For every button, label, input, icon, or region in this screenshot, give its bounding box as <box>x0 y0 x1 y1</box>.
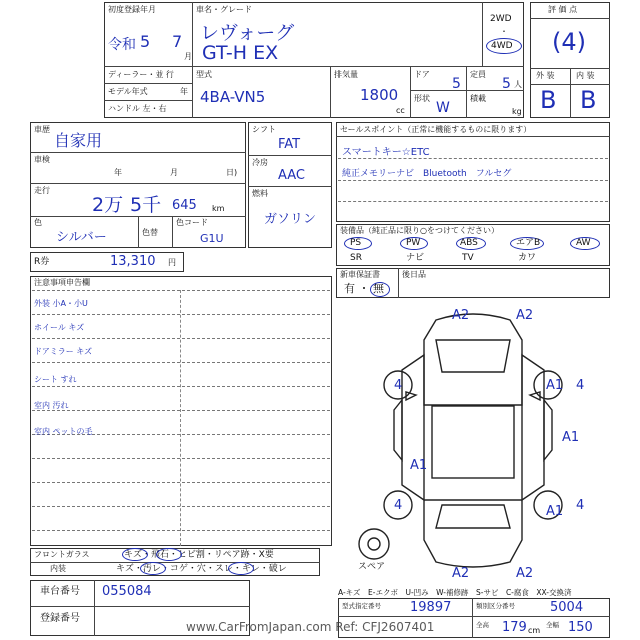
mark-fender-fr: A1 <box>546 378 564 393</box>
capacity-label: 定員 <box>470 70 486 79</box>
inspection-year-unit: 年 <box>114 168 122 177</box>
score-value: (4) <box>552 28 586 56</box>
sales-point-2: 純正メモリーナビ Bluetooth フルセグ <box>342 169 512 179</box>
height-value: 179 <box>502 620 527 635</box>
equip-tv: TV <box>462 253 474 263</box>
width-label: 全幅 <box>546 621 559 629</box>
capacity-unit: 人 <box>514 80 522 89</box>
height-label: 全高 <box>476 621 489 629</box>
mark-door-left: A1 <box>410 458 428 473</box>
recycle-unit: 円 <box>168 258 176 267</box>
mark-front-right: A2 <box>516 308 534 323</box>
note-4: シート すれ <box>34 375 77 384</box>
mileage-sen: 5千 <box>130 194 162 216</box>
mark-door-right: A1 <box>562 430 580 445</box>
approval-number-2: 5004 <box>550 600 584 615</box>
windshield-scratch-circle <box>122 548 148 561</box>
ac-label: 冷房 <box>252 158 268 167</box>
approval-label-2: 類別区分番号 <box>476 602 515 610</box>
door-label: ドア <box>414 70 430 79</box>
registration-era: 令和 <box>108 37 136 53</box>
interior-label: 内 装 <box>576 71 595 80</box>
warranty-circle <box>370 282 390 297</box>
load-unit: kg <box>512 107 522 116</box>
windshield-options: キズ・飛石・ヒビ割・リペア跡・X要 <box>124 550 274 560</box>
equip-sr: SR <box>350 253 362 263</box>
warranty-status: 有 ・ 無 <box>344 282 384 295</box>
notes-label: 注意事項申告欄 <box>34 278 90 287</box>
registration-month: 7 <box>172 32 183 51</box>
score-label: 評 価 点 <box>548 5 578 14</box>
rear-seat-label: 後日品 <box>402 270 426 279</box>
equip-ps: PS <box>350 238 362 248</box>
note-6: 室内 ペットの毛 <box>34 427 93 436</box>
model-label: 型式 <box>196 70 212 79</box>
color-label: 色 <box>34 218 42 227</box>
recycle-label: R券 <box>34 257 50 267</box>
equip-aw: AW <box>576 238 591 248</box>
fuel-label: 燃料 <box>252 189 268 198</box>
color-swap-label: 色替 <box>142 228 158 237</box>
drive-dot: ・ <box>500 27 508 36</box>
width-value: 150 <box>568 620 593 635</box>
color-code: G1U <box>200 232 224 245</box>
interior-dirt-circle <box>140 562 166 575</box>
equipment-label: 装備品（純正品に限り○をつけてください） <box>340 226 499 235</box>
windshield-chip-circle <box>156 548 182 561</box>
chassis-value: 055084 <box>102 584 152 599</box>
shift-label: シフト <box>252 125 276 134</box>
ac-value: AAC <box>278 168 305 183</box>
load-label: 積載 <box>470 94 486 103</box>
exterior-label: 外 装 <box>536 71 555 80</box>
equip-abs: ABS <box>460 238 478 248</box>
color-value: シルバー <box>56 230 107 245</box>
drive-2wd: 2WD <box>490 14 512 24</box>
interior-options-label: 内装 <box>50 564 66 573</box>
model-year-label: モデル年式 <box>108 87 148 96</box>
car-label: 車名・グレード <box>196 5 252 14</box>
model-year-unit: 年 <box>180 87 188 96</box>
mark-wheel-rr: 4 <box>576 498 585 513</box>
mark-quarter-rr: A1 <box>546 504 564 519</box>
sales-points-label: セールスポイント（正常に機能するものに限ります） <box>340 125 532 134</box>
mileage-man: 2万 <box>92 194 124 216</box>
approval-number-1: 19897 <box>410 600 452 615</box>
shift-value: FAT <box>278 137 301 152</box>
reg-number-label: 登録番号 <box>40 613 80 624</box>
model-value: 4BA-VN5 <box>200 88 266 106</box>
equip-airbag: エアB <box>516 238 541 248</box>
mileage-unit: km <box>212 204 225 213</box>
usage-label: 車歴 <box>34 125 50 134</box>
mileage-label: 走行 <box>34 186 50 195</box>
spare-label: スペア <box>358 562 386 572</box>
note-1: 外装 小A・小U <box>34 299 88 308</box>
handle-label: ハンドル 左・右 <box>108 104 167 113</box>
mark-front-left: A2 <box>452 308 470 323</box>
body-type-label: 形状 <box>414 94 430 103</box>
mark-rear-right: A2 <box>516 566 534 581</box>
displacement-value: 1800 <box>360 86 399 104</box>
inspection-label: 車検 <box>34 155 50 164</box>
equip-leather: カワ <box>518 253 537 263</box>
interior-options: キズ・汚レ・コゲ・穴・スレ・キレ・破レ <box>116 564 287 574</box>
height-unit: cm <box>528 626 541 635</box>
drive-4wd: 4WD <box>491 41 513 51</box>
recycle-block <box>30 252 184 272</box>
note-3: ドアミラー キズ <box>34 347 93 356</box>
body-type-value: W <box>436 100 450 116</box>
displacement-unit: cc <box>396 106 405 115</box>
mark-wheel-fl: 4 <box>394 378 403 393</box>
note-5: 室内 汚れ <box>34 401 69 410</box>
mark-wheel-rl: 4 <box>394 498 403 513</box>
inspection-day-unit: 日) <box>226 168 238 177</box>
mark-rear-left: A2 <box>452 566 470 581</box>
usage-value: 自家用 <box>54 131 103 150</box>
mileage-rest: 645 <box>172 198 197 213</box>
registration-label: 初度登録年月 <box>108 5 156 14</box>
equip-navi: ナビ <box>406 253 425 263</box>
inspection-month-unit: 月 <box>170 168 178 177</box>
displacement-label: 排気量 <box>334 70 358 79</box>
note-2: ホイール キズ <box>34 323 85 332</box>
door-value: 5 <box>452 76 461 92</box>
month-unit: 月 <box>184 52 192 61</box>
color-code-label: 色コード <box>176 218 208 227</box>
warranty-label: 新車保証書 <box>340 270 380 279</box>
registration-year: 5 <box>140 32 151 51</box>
damage-legend: A-キズ E-エクボ U-凹み W-補修跡 S-サビ C-腐食 XX-交換済 <box>338 588 572 597</box>
mark-wheel-fr: 4 <box>576 378 585 393</box>
equip-pw: PW <box>406 238 421 248</box>
chassis-label: 車台番号 <box>40 586 80 597</box>
exterior-grade: B <box>540 86 557 114</box>
capacity-value: 5 <box>502 76 511 92</box>
watermark: www.CarFromJapan.com Ref: CFJ2607401 <box>186 620 435 634</box>
car-name: レヴォーグ <box>200 22 295 44</box>
fuel-value: ガソリン <box>264 212 317 227</box>
car-grade: GT-H EX <box>202 42 279 64</box>
dealer-label: ディーラー・並 行 <box>108 70 174 79</box>
interior-wear-circle <box>228 562 254 575</box>
recycle-value: 13,310 <box>110 254 156 269</box>
sales-point-1: スマートキー☆ETC <box>342 147 430 158</box>
interior-grade: B <box>580 86 597 114</box>
windshield-label: フロントガラス <box>34 550 90 559</box>
approval-label-1: 型式指定番号 <box>342 602 381 610</box>
